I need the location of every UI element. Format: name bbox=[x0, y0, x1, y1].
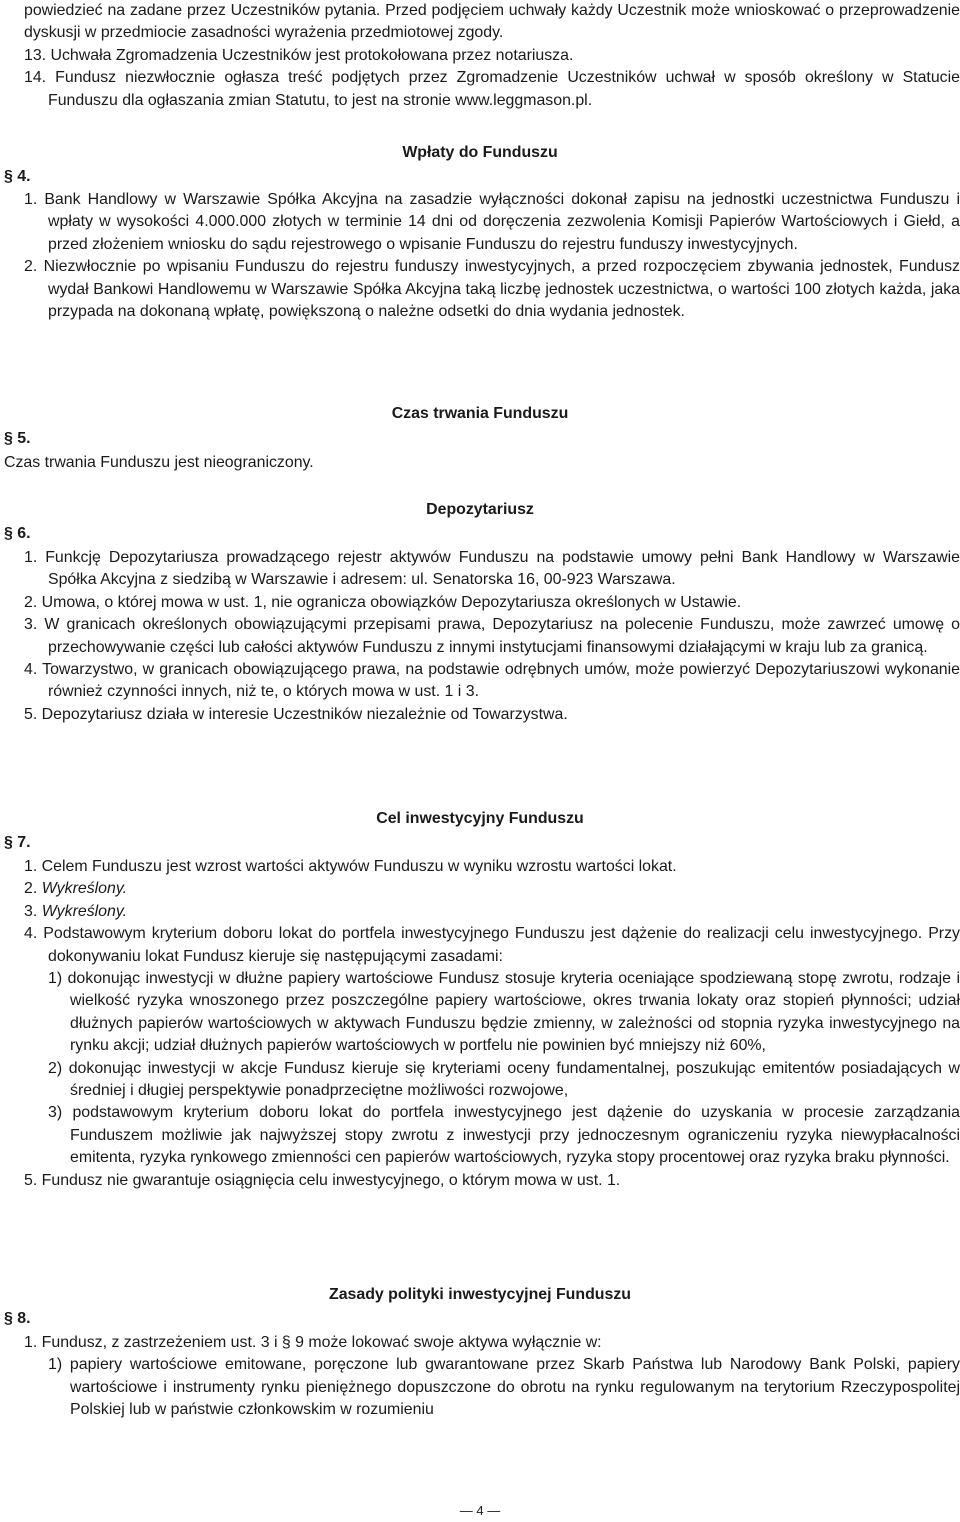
section-6-body bbox=[24, 547, 960, 726]
section-5-body bbox=[4, 452, 940, 474]
section-8-paragraph-1: 1. Fundusz, z zastrzeżeniem ust. 3 i § 9 może lokować swoje aktywa wyłącznie w: bbox=[24, 1334, 602, 1351]
section-7-paragraph-2-text: Wykreślony. bbox=[41, 880, 128, 898]
section-7-paragraph-2-number: 2. bbox=[24, 880, 38, 898]
section-6-paragraph-5: 5. Depozytariusz działa w interesie Uczestników niezależnie od Towarzystwa. bbox=[24, 705, 568, 723]
section-7-paragraph-3-number: 3. bbox=[24, 902, 38, 920]
section-8-body bbox=[24, 1332, 960, 1422]
page-number: — 4 — bbox=[459, 1503, 501, 1518]
section-7-paragraph-2 bbox=[24, 878, 960, 900]
section-7-point-2: 2) dokonując inwestycji w akcje Fundusz kieruje się kryteriami oceny fundamentalnej, poszukując emitentów posiadających w średniej i długiej perspektywie ponadprzeciętne możliwości rozwojowe, bbox=[48, 1059, 960, 1100]
section-8-point-1: 1) papiery wartościowe emitowane, poręczone lub gwarantowane przez Skarb Państwa lub Narodowy Bank Polski, papiery wartościowe i instrumenty rynku pieniężnego dopuszczone do obrotu na rynku regulowanym na terytorium Rzeczypospolitej Polskiej lub w państwie członkowskim w rozumieniu bbox=[48, 1356, 960, 1419]
paragraph-14: 14. Fundusz niezwłocznie ogłasza treść podjętych przez Zgromadzenie Uczestników uchwał w sposób określony w Statucie Funduszu dla ogłaszania zmian Statutu, to jest na stronie www.leggmason.pl. bbox=[24, 69, 960, 109]
section-7-point-1: 1) dokonując inwestycji w dłużne papiery wartościowe Fundusz stosuje kryteria oceniające spodziewaną stopę zwrotu, rodzaje i wielkość ryzyka wnoszonego przez poszczególne papiery wartościowe, okres trwania lokaty oraz stopień płynności; udział dłużnych papierów wartościowych w aktywach Funduszu będzie zmienny, w zależności od stopnia ryzyka inwestycyjnego na rynku akcji; udział dłużnych papierów wartościowych w portfelu nie powinien być mniejszy niż 60%, bbox=[48, 970, 960, 1055]
section-6-paragraph-1: 1. Funkcję Depozytariusza prowadzącego rejestr aktywów Funduszu na podstawie umowy pełni Bank Handlowy w Warszawie Spółka Akcyjna z siedzibą w Warszawie i adresem: ul. Senatorska 16, 00-923 Warszawa. bbox=[24, 549, 960, 589]
section-7-paragraph-5: 5. Fundusz nie gwarantuje osiągnięcia celu inwestycyjnego, o którym mowa w ust. 1. bbox=[24, 1171, 621, 1189]
section-7-paragraph-3-text: Wykreślony. bbox=[41, 902, 128, 920]
section-4-paragraph-2: 2. Niezwłocznie po wpisaniu Funduszu do rejestru funduszy inwestycyjnych, a przed rozpoczęciem zbywania jednostek, Fundusz wydał Bankowi Handlowemu w Warszawie Spółka Akcyjna taką liczbę jednostek uczestnictwa, o wartości 100 złotych każda, jaka przypada na dokonaną wpłatę, powiększoną o należne odsetki do dnia wydania jednostek. bbox=[24, 258, 960, 321]
section-7-label: § 7. bbox=[4, 834, 31, 851]
section-6-paragraph-4: 4. Towarzystwo, w granicach obowiązującego prawa, na podstawie odrębnych umów, może powierzyć Depozytariuszowi wykonanie również czynności innych, niż te, o których mowa w ust. 1 i 3. bbox=[24, 661, 960, 701]
section-8-label: § 8. bbox=[4, 1310, 31, 1327]
section-7-point-3: 3) podstawowym kryterium doboru lokat do portfela inwestycyjnego jest dążenie do uzyskania w procesie zarządzania Funduszem możliwie jak najwyższej stopy zwrotu z inwestycji przy jednoczesnym ograniczeniu ryzyka niewypłacalności emitenta, ryzyka rynkowego zmienności cen papierów wartościowych, ryzyka stopy procentowej oraz ryzyka braku płynności. bbox=[48, 1104, 960, 1167]
section-4-label: § 4. bbox=[4, 168, 31, 185]
section-6-paragraph-2: 2. Umowa, o której mowa w ust. 1, nie ogranicza obowiązków Depozytariusza określonych w Ustawie. bbox=[24, 593, 742, 611]
section-4-body bbox=[24, 189, 960, 323]
heading-zasady-polityki: Zasady polityki inwestycyjnej Funduszu bbox=[329, 1286, 631, 1303]
heading-cel-inwestycyjny: Cel inwestycyjny Funduszu bbox=[376, 810, 584, 827]
section-6-label: § 6. bbox=[4, 525, 31, 542]
section-7-paragraph-1: 1. Celem Funduszu jest wzrost wartości aktywów Funduszu w wyniku wzrostu wartości lokat. bbox=[24, 858, 677, 875]
heading-wplaty: Wpłaty do Funduszu bbox=[402, 144, 558, 161]
top-paragraphs bbox=[24, 0, 960, 112]
continued-paragraph: powiedzieć na zadane przez Uczestników pytania. Przed podjęciem uchwały każdy Uczestnik może wnioskować o przeprowadzenie dyskusji w przedmiocie zasadności wyrażenia przedmiotowej zgody. bbox=[24, 2, 960, 42]
heading-czas-trwania: Czas trwania Funduszu bbox=[391, 405, 569, 422]
section-5-text: Czas trwania Funduszu jest nieograniczony. bbox=[4, 454, 314, 471]
section-6-paragraph-3: 3. W granicach określonych obowiązującymi przepisami prawa, Depozytariusz na polecenie Funduszu, może zawrzeć umowę o przechowywanie części lub całości aktywów Funduszu z innymi instytucjami finansowymi działającymi w kraju lub za granicą. bbox=[24, 616, 960, 656]
heading-depozytariusz: Depozytariusz bbox=[426, 501, 534, 518]
section-7-paragraph-4: 4. Podstawowym kryterium doboru lokat do portfela inwestycyjnego Funduszu jest dążenie do realizacji celu inwestycyjnego. Przy dokonywaniu lokat Fundusz kieruje się następującymi zasadami: bbox=[24, 925, 960, 965]
section-4-paragraph-1: 1. Bank Handlowy w Warszawie Spółka Akcyjna na zasadzie wyłączności dokonał zapisu na jednostki uczestnictwa Funduszu i wpłaty w wysokości 4.000.000 złotych w terminie 14 dni od doręczenia zezwolenia Komisji Papierów Wartościowych i Giełd, a przed złożeniem wniosku do sądu rejestrowego o wpisanie Funduszu do rejestru funduszy inwestycyjnych. bbox=[24, 191, 960, 253]
section-7-paragraph-3 bbox=[24, 901, 960, 923]
section-7-body bbox=[24, 856, 960, 1192]
section-5-label: § 5. bbox=[4, 430, 31, 447]
paragraph-13: 13. Uchwała Zgromadzenia Uczestników jest protokołowana przez notariusza. bbox=[24, 46, 574, 64]
